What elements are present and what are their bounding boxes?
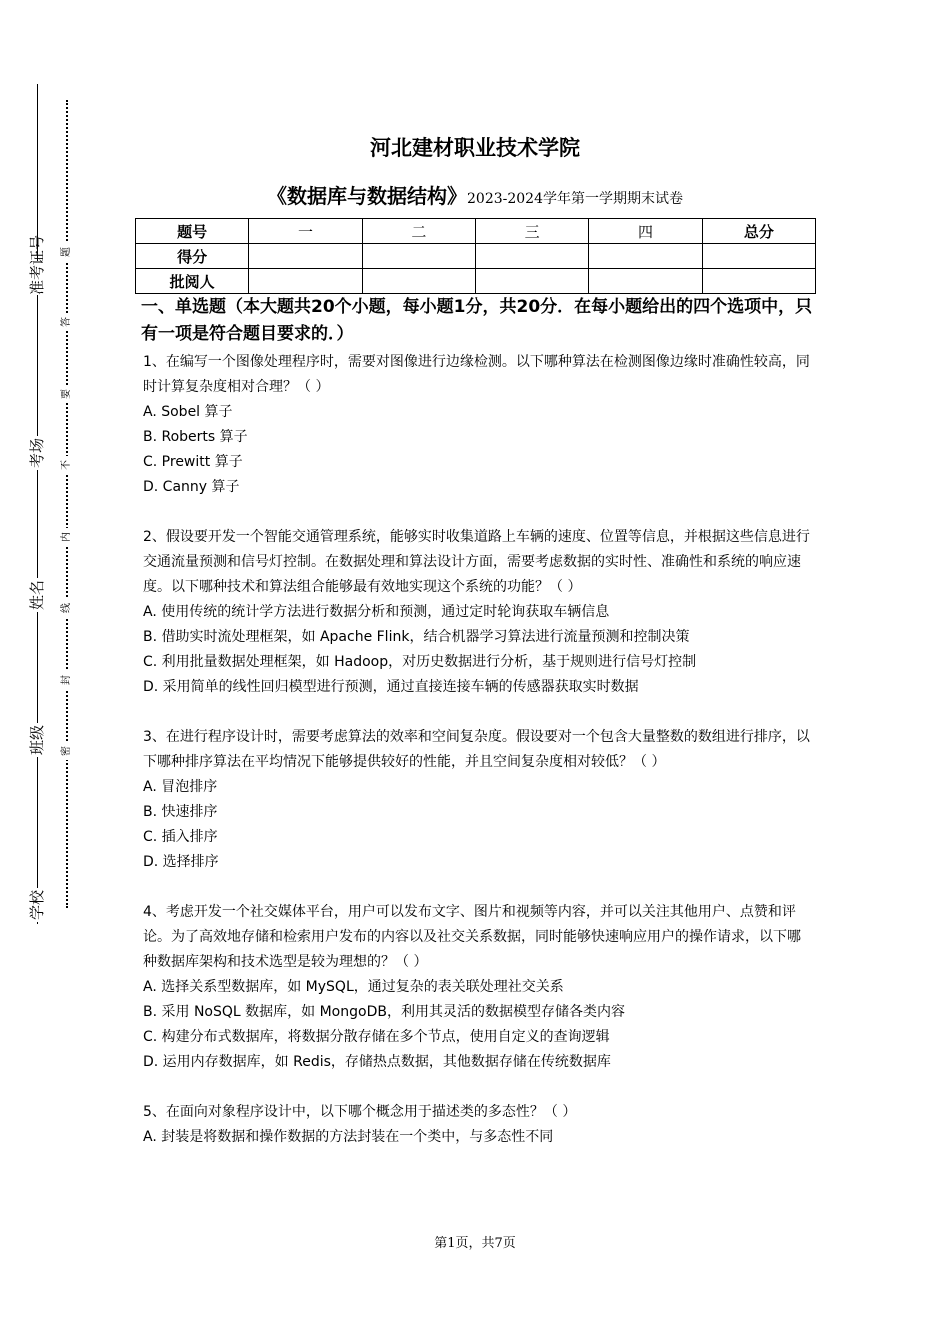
binding-mark: 要 xyxy=(59,385,75,403)
question-option: A. 使用传统的统计学方法进行数据分析和预测，通过定时轮询获取车辆信息 xyxy=(143,604,610,620)
question-stem: 4、考虑开发一个社交媒体平台，用户可以发布文字、图片和视频等内容，并可以关注其他用户、点赞和评论。为了高效地存储和检索用户发布的内容以及社交关系数据，同时能够快速响应用户的操作请求，以下哪种数据库架构和技术选型是较为理想的？（ ） xyxy=(143,904,801,970)
score-table-cell xyxy=(249,244,362,269)
question-option: B. 借助实时流处理框架，如 Apache Flink，结合机器学习算法进行流量预测和控制决策 xyxy=(143,629,690,645)
score-table-cell xyxy=(249,269,362,294)
score-table-cell xyxy=(702,269,815,294)
question-4 xyxy=(143,900,813,1075)
binding-label-school: 学校 xyxy=(22,888,52,922)
score-table xyxy=(135,218,816,294)
question-option: A. 冒泡排序 xyxy=(143,779,218,795)
question-stem: 3、在进行程序设计时，需要考虑算法的效率和空间复杂度。假设要对一个包含大量整数的数组进行排序，以下哪种排序算法在平均情况下能够提供较好的性能，并且空间复杂度相对较低？（ ） xyxy=(143,729,810,770)
score-table-header-cell: 题号 xyxy=(136,219,249,244)
question-option: B. 采用 NoSQL 数据库，如 MongoDB，利用其灵活的数据模型存储各类内容 xyxy=(143,1004,625,1020)
exam-subtitle xyxy=(0,180,950,209)
score-table-row-label: 得分 xyxy=(136,244,249,269)
score-table-header-cell: 总分 xyxy=(702,219,815,244)
score-table-header-cell: 一 xyxy=(249,219,362,244)
question-option: D. 运用内存数据库，如 Redis，存储热点数据，其他数据存储在传统数据库 xyxy=(143,1054,611,1070)
binding-mark: 答 xyxy=(59,313,75,331)
question-stem: 1、在编写一个图像处理程序时，需要对图像进行边缘检测。以下哪种算法在检测图像边缘时准确性较高，同时计算复杂度相对合理？（ ） xyxy=(143,354,810,395)
score-table-header-cell: 三 xyxy=(475,219,588,244)
binding-mark: 密 xyxy=(59,742,75,760)
question-option: C. 插入排序 xyxy=(143,829,218,845)
question-stem: 2、假设要开发一个智能交通管理系统，能够实时收集道路上车辆的速度、位置等信息，并根据这些信息进行交通流量预测和信号灯控制。在数据处理和算法设计方面，需要考虑数据的实时性、准确性和系统的响应速度。以下哪种技术和算法组合能够最有效地实现这个系统的功能？（ ） xyxy=(143,529,810,595)
question-option: B. Roberts 算子 xyxy=(143,429,248,445)
binding-label-name: 姓名 xyxy=(22,578,52,612)
question-option: A. 封装是将数据和操作数据的方法封装在一个类中，与多态性不同 xyxy=(143,1129,554,1145)
question-1 xyxy=(143,350,813,500)
question-5 xyxy=(143,1100,813,1150)
question-option: D. 选择排序 xyxy=(143,854,219,870)
binding-solid-line xyxy=(37,84,38,924)
binding-mark: 不 xyxy=(59,456,75,474)
question-option: C. 构建分布式数据库，将数据分散存储在多个节点，使用自定义的查询逻辑 xyxy=(143,1029,610,1045)
score-table-header-cell: 二 xyxy=(362,219,475,244)
binding-dotted-line xyxy=(66,100,68,908)
binding-label-exam-number: 准考证号 xyxy=(22,261,52,295)
question-option: A. 选择关系型数据库，如 MySQL，通过复杂的表关联处理社交关系 xyxy=(143,979,564,995)
score-table-row xyxy=(136,269,816,294)
question-option: B. 快速排序 xyxy=(143,804,218,820)
question-option: D. 采用简单的线性回归模型进行预测，通过直接连接车辆的传感器获取实时数据 xyxy=(143,679,639,695)
question-option: C. Prewitt 算子 xyxy=(143,454,243,470)
exam-content xyxy=(143,294,813,1175)
binding-mark: 内 xyxy=(59,528,75,546)
question-option: A. Sobel 算子 xyxy=(143,404,233,420)
binding-mark: 题 xyxy=(59,243,75,261)
question-option: D. Canny 算子 xyxy=(143,479,240,495)
question-option: C. 利用批量数据处理框架，如 Hadoop，对历史数据进行分析，基于规则进行信号灯控制 xyxy=(143,654,697,670)
score-table-cell xyxy=(475,269,588,294)
score-table-cell xyxy=(362,269,475,294)
score-table-row xyxy=(136,244,816,269)
score-table-row-label: 批阅人 xyxy=(136,269,249,294)
binding-label-exam-room: 考场 xyxy=(22,436,52,470)
score-table-cell xyxy=(362,244,475,269)
score-table-header-row xyxy=(136,219,816,244)
score-table-cell xyxy=(475,244,588,269)
score-table-cell xyxy=(702,244,815,269)
page-number: 第1页，共7页 xyxy=(434,1236,516,1251)
question-3 xyxy=(143,725,813,875)
score-table-cell xyxy=(589,269,702,294)
course-name: 《数据库与数据结构》 xyxy=(267,184,467,208)
question-stem: 5、在面向对象程序设计中，以下哪个概念用于描述类的多态性？（ ） xyxy=(143,1104,577,1120)
question-2 xyxy=(143,525,813,700)
score-table-header-cell: 四 xyxy=(589,219,702,244)
binding-mark: 线 xyxy=(59,599,75,617)
score-table-cell xyxy=(589,244,702,269)
exam-term: 2023-2024学年第一学期期末试卷 xyxy=(467,191,683,207)
school-title: 河北建材职业技术学院 xyxy=(370,136,580,160)
binding-label-class: 班级 xyxy=(22,723,52,757)
section-title: 一、单选题（本大题共20个小题，每小题1分，共20分．在每小题给出的四个选项中，只有一项是符合题目要求的．） xyxy=(141,297,813,344)
binding-mark: 封 xyxy=(59,671,75,689)
